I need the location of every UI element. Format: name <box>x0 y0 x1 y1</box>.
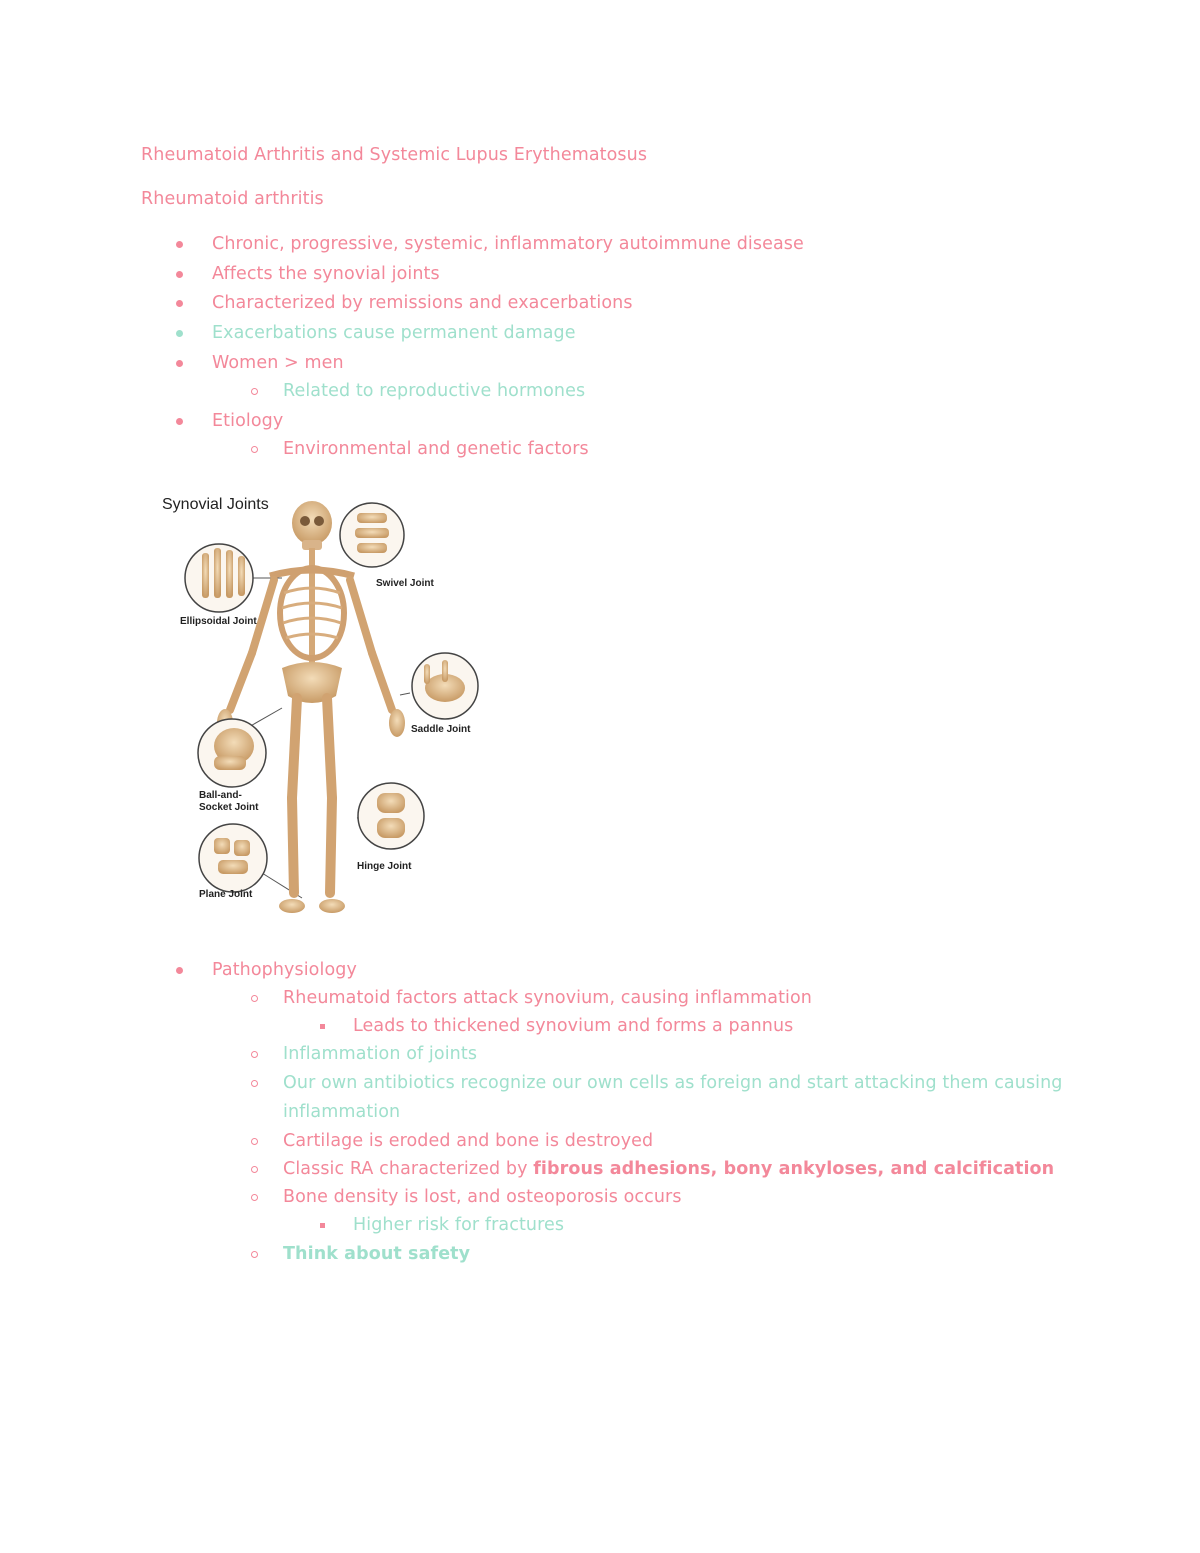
bullet-icon <box>176 418 183 425</box>
list-item: Exacerbations cause permanent damage <box>212 323 576 343</box>
plane-joint-label: Plane Joint <box>199 889 253 900</box>
square-bullet-icon <box>320 1223 325 1228</box>
list-item: Characterized by remissions and exacerbations <box>212 293 633 313</box>
list-item: Women > men <box>212 353 344 373</box>
section-heading: Rheumatoid arthritis <box>141 189 324 209</box>
list-item-continuation: inflammation <box>283 1102 401 1122</box>
list-item: Affects the synovial joints <box>212 264 440 284</box>
bullet-icon <box>176 271 183 278</box>
sub-bullet-icon <box>251 1051 258 1058</box>
sub-bullet-icon <box>251 1080 258 1087</box>
list-item: Etiology <box>212 411 284 431</box>
sub-bullet-icon <box>251 1166 258 1173</box>
list-item: Our own antibiotics recognize our own cells as foreign and start attacking them causing <box>283 1073 1063 1093</box>
sub-bullet-icon <box>251 1251 258 1258</box>
bullet-icon <box>176 330 183 337</box>
bullet-icon <box>176 300 183 307</box>
list-item: Rheumatoid factors attack synovium, causing inflammation <box>283 988 812 1008</box>
list-item: Cartilage is eroded and bone is destroyed <box>283 1131 654 1151</box>
list-item <box>283 1157 1054 1181</box>
synovial-joints-figure <box>152 488 492 928</box>
bullet-icon <box>176 241 183 248</box>
swivel-joint-label: Swivel Joint <box>376 578 434 589</box>
hinge-joint-label: Hinge Joint <box>357 861 412 872</box>
list-item: Leads to thickened synovium and forms a pannus <box>353 1016 794 1036</box>
list-item-text: Classic RA characterized by <box>283 1159 534 1179</box>
list-item: Related to reproductive hormones <box>283 381 586 401</box>
sub-bullet-icon <box>251 388 258 395</box>
list-item: Environmental and genetic factors <box>283 439 589 459</box>
ellipsoidal-joint-label: Ellipsoidal Joint <box>180 616 257 627</box>
bullet-icon <box>176 967 183 974</box>
bullet-icon <box>176 360 183 367</box>
list-item: Inflammation of joints <box>283 1044 478 1064</box>
square-bullet-icon <box>320 1024 325 1029</box>
list-item: Higher risk for fractures <box>353 1215 565 1235</box>
list-item: Chronic, progressive, systemic, inflammatory autoimmune disease <box>212 234 804 254</box>
list-item-bold-text: fibrous adhesions, bony ankyloses, and calcification <box>533 1159 1055 1179</box>
skeleton-illustration <box>152 488 492 928</box>
list-item: Think about safety <box>283 1244 471 1264</box>
list-item: Pathophysiology <box>212 960 357 980</box>
sub-bullet-icon <box>251 1194 258 1201</box>
sub-bullet-icon <box>251 446 258 453</box>
sub-bullet-icon <box>251 995 258 1002</box>
ball-socket-label-line2: Socket Joint <box>199 802 259 813</box>
document-title: Rheumatoid Arthritis and Systemic Lupus Erythematosus <box>141 145 648 165</box>
list-item: Bone density is lost, and osteoporosis occurs <box>283 1187 682 1207</box>
ball-socket-label-line1: Ball-and- <box>199 790 242 801</box>
sub-bullet-icon <box>251 1138 258 1145</box>
saddle-joint-label: Saddle Joint <box>411 724 471 735</box>
figure-title: Synovial Joints <box>162 496 269 513</box>
